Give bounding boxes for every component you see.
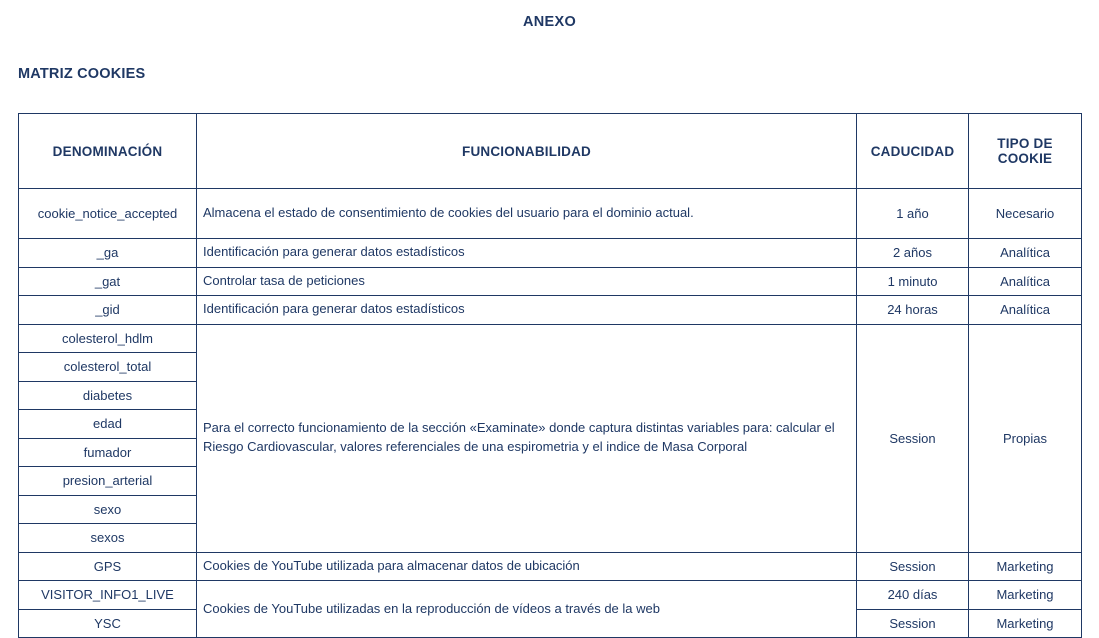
document-page [0,14,1099,631]
table-row [19,239,1082,268]
cell-denomination: sexos [19,524,197,553]
cell-expiry: 24 horas [857,296,969,325]
cell-denomination: GPS [19,552,197,581]
cell-functionality: Cookies de YouTube utilizada para almacenar datos de ubicación [197,552,857,581]
cell-cookie-type: Necesario [969,189,1082,239]
cell-cookie-type: Analítica [969,296,1082,325]
cell-denomination: sexo [19,495,197,524]
cell-denomination: _ga [19,239,197,268]
cell-expiry: Session [857,552,969,581]
column-header-expiry: CADUCIDAD [857,114,969,189]
cookie-matrix-table [18,113,1082,638]
cell-functionality: Almacena el estado de consentimiento de cookies del usuario para el dominio actual. [197,189,857,239]
table-row [19,324,1082,353]
column-header-functionality: FUNCIONABILIDAD [197,114,857,189]
table-row [19,552,1082,581]
table-row [19,189,1082,239]
cell-denomination: colesterol_hdlm [19,324,197,353]
cell-cookie-type: Propias [969,324,1082,552]
cell-functionality: Controlar tasa de peticiones [197,267,857,296]
cell-denomination: cookie_notice_accepted [19,189,197,239]
section-title: MATRIZ COOKIES [18,66,146,82]
cell-expiry: 2 años [857,239,969,268]
cell-functionality: Para el correcto funcionamiento de la sección «Examinate» donde captura distintas variables para: calcular el Riesgo Cardiovascular, valores referenciales de una espirometria y el indice de Masa Corporal [197,324,857,552]
cell-denomination: _gid [19,296,197,325]
cell-cookie-type: Marketing [969,552,1082,581]
cell-expiry: 1 año [857,189,969,239]
cell-denomination: presion_arterial [19,467,197,496]
column-header-denomination: DENOMINACIÓN [19,114,197,189]
cell-cookie-type: Analítica [969,267,1082,296]
cell-cookie-type: Marketing [969,581,1082,610]
cell-functionality: Identificación para generar datos estadísticos [197,239,857,268]
cell-denomination: colesterol_total [19,353,197,382]
cell-denomination: _gat [19,267,197,296]
cell-expiry: Session [857,609,969,638]
table-body [19,189,1082,638]
cell-functionality: Cookies de YouTube utilizadas en la reproducción de vídeos a través de la web [197,581,857,638]
cell-denomination: diabetes [19,381,197,410]
cell-denomination: YSC [19,609,197,638]
table-header-row [19,114,1082,189]
cell-denomination: VISITOR_INFO1_LIVE [19,581,197,610]
cell-cookie-type: Analítica [969,239,1082,268]
table-row [19,267,1082,296]
cell-denomination: edad [19,410,197,439]
cell-functionality: Identificación para generar datos estadísticos [197,296,857,325]
cell-denomination: fumador [19,438,197,467]
page-title: ANEXO [522,14,577,30]
table-row [19,296,1082,325]
table-row [19,581,1082,610]
column-header-cookie-type: TIPO DE COOKIE [969,114,1082,189]
cell-cookie-type: Marketing [969,609,1082,638]
cell-expiry: 240 días [857,581,969,610]
cell-expiry: Session [857,324,969,552]
cell-expiry: 1 minuto [857,267,969,296]
table-header [19,114,1082,189]
